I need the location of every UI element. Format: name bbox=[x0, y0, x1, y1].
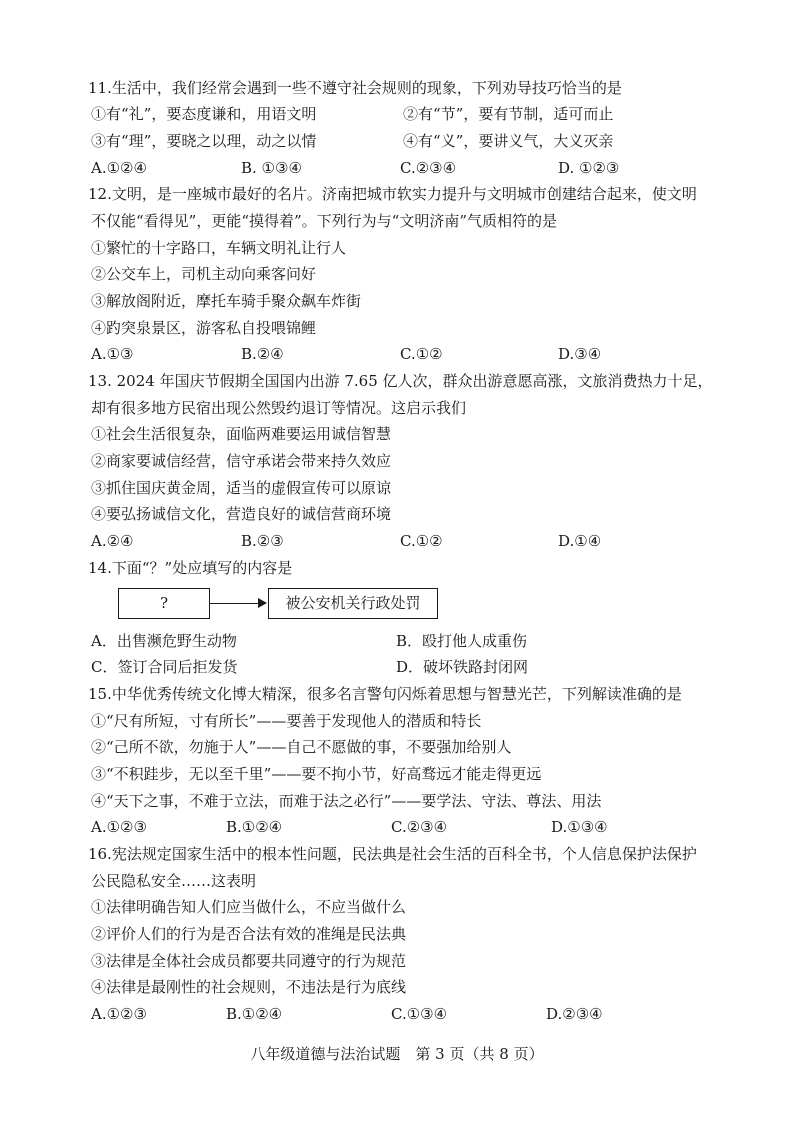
flow-arrow bbox=[210, 603, 260, 604]
option-d: D.①③④ bbox=[551, 818, 608, 836]
statement-1: ①有“礼”，要态度谦和，用语文明 bbox=[91, 105, 317, 123]
option-a: A.①②③ bbox=[91, 1005, 147, 1023]
question-stem: 11.生活中，我们经常会遇到一些不遵守社会规则的现象，下列劝导技巧恰当的是 bbox=[88, 79, 622, 97]
option-c: C.②③④ bbox=[391, 818, 448, 836]
statement-1: ①“尺有所短，寸有所长”——要善于发现他人的潜质和特长 bbox=[91, 712, 482, 730]
option-c: C.①③④ bbox=[391, 1005, 448, 1023]
statement-3: ③法律是全体社会成员都要共同遵守的行为规范 bbox=[91, 952, 407, 970]
statement-3: ③有“理”，要晓之以理，动之以情 bbox=[91, 132, 317, 150]
question-stem-continued: 却有很多地方民宿出现公然毁约退订等情况。这启示我们 bbox=[91, 399, 467, 417]
option-c: C.①② bbox=[400, 345, 443, 363]
option-b: B.②④ bbox=[241, 345, 284, 363]
statement-3: ③“不积跬步，无以至千里”——要不拘小节，好高骛远才能走得更远 bbox=[91, 765, 542, 783]
option-c: C.①② bbox=[400, 532, 443, 550]
statement-2: ②商家要诚信经营，信守承诺会带来持久效应 bbox=[91, 452, 392, 470]
arrow-head-icon bbox=[258, 598, 267, 608]
option-a: A.①②③ bbox=[91, 818, 147, 836]
statement-3: ③抓住国庆黄金周，适当的虚假宣传可以原谅 bbox=[91, 479, 392, 497]
statement-1: ①繁忙的十字路口，车辆文明礼让行人 bbox=[91, 239, 347, 257]
statement-2: ②评价人们的行为是否合法有效的准绳是民法典 bbox=[91, 925, 407, 943]
statement-4: ④要弘扬诚信文化，营造良好的诚信营商环境 bbox=[91, 505, 392, 523]
option-a: A.②④ bbox=[91, 532, 134, 550]
flow-box-result: 被公安机关行政处罚 bbox=[268, 588, 438, 619]
question-stem: 16.宪法规定国家生活中的根本性问题，民法典是社会生活的百科全书，个人信息保护法保护 bbox=[88, 845, 697, 863]
option-c: C.②③④ bbox=[400, 159, 457, 177]
flow-box-unknown: ? bbox=[118, 588, 210, 619]
option-b: B.②③ bbox=[241, 532, 284, 550]
option-a: A.①②④ bbox=[91, 159, 147, 177]
statement-2: ②“己所不欲，勿施于人”——自己不愿做的事，不要强加给别人 bbox=[91, 738, 512, 756]
question-stem: 14.下面“？”处应填写的内容是 bbox=[88, 559, 293, 577]
option-b: B.①②④ bbox=[226, 818, 283, 836]
statement-2: ②有“节”，要有节制，适可而止 bbox=[403, 105, 614, 123]
option-c: C．签订合同后拒发货 bbox=[91, 658, 238, 676]
option-a: A．出售濒危野生动物 bbox=[91, 632, 237, 650]
statement-2: ②公交车上，司机主动向乘客问好 bbox=[91, 265, 317, 283]
statement-4: ④法律是最刚性的社会规则，不违法是行为底线 bbox=[91, 978, 407, 996]
option-a: A.①③ bbox=[91, 345, 134, 363]
option-d: D.②③④ bbox=[546, 1005, 603, 1023]
option-d: D.①④ bbox=[558, 532, 602, 550]
statement-3: ③解放阁附近，摩托车骑手聚众飙车炸街 bbox=[91, 292, 362, 310]
question-stem: 12.文明，是一座城市最好的名片。济南把城市软实力提升与文明城市创建结合起来，使文明 bbox=[88, 185, 697, 203]
question-stem: 13. 2024 年国庆节假期全国国内出游 7.65 亿人次，群众出游意愿高涨，文旅消费热力十足， bbox=[88, 372, 713, 390]
option-d: D. ①②③ bbox=[558, 159, 620, 177]
question-stem-continued: 公民隐私安全……这表明 bbox=[91, 872, 257, 890]
option-b: B. ①③④ bbox=[241, 159, 302, 177]
statement-4: ④有“义”，要讲义气，大义灭亲 bbox=[403, 132, 614, 150]
option-b: B.①②④ bbox=[226, 1005, 283, 1023]
statement-4: ④“天下之事，不难于立法，而难于法之必行”——要学法、守法、尊法、用法 bbox=[91, 792, 602, 810]
statement-1: ①法律明确告知人们应当做什么，不应当做什么 bbox=[91, 898, 407, 916]
option-b: B．殴打他人成重伤 bbox=[396, 632, 528, 650]
option-d: D.③④ bbox=[558, 345, 602, 363]
statement-4: ④趵突泉景区，游客私自投喂锦鲤 bbox=[91, 319, 317, 337]
statement-1: ①社会生活很复杂，面临两难要运用诚信智慧 bbox=[91, 425, 392, 443]
question-stem-continued: 不仅能“看得见”，更能“摸得着”。下列行为与“文明济南”气质相符的是 bbox=[91, 212, 558, 230]
option-d: D．破坏铁路封闭网 bbox=[396, 658, 529, 676]
page-footer: 八年级道德与法治试题 第 3 页（共 8 页） bbox=[250, 1045, 544, 1063]
question-stem: 15.中华优秀传统文化博大精深，很多名言警句闪烁着思想与智慧光芒，下列解读准确的是 bbox=[88, 685, 682, 703]
